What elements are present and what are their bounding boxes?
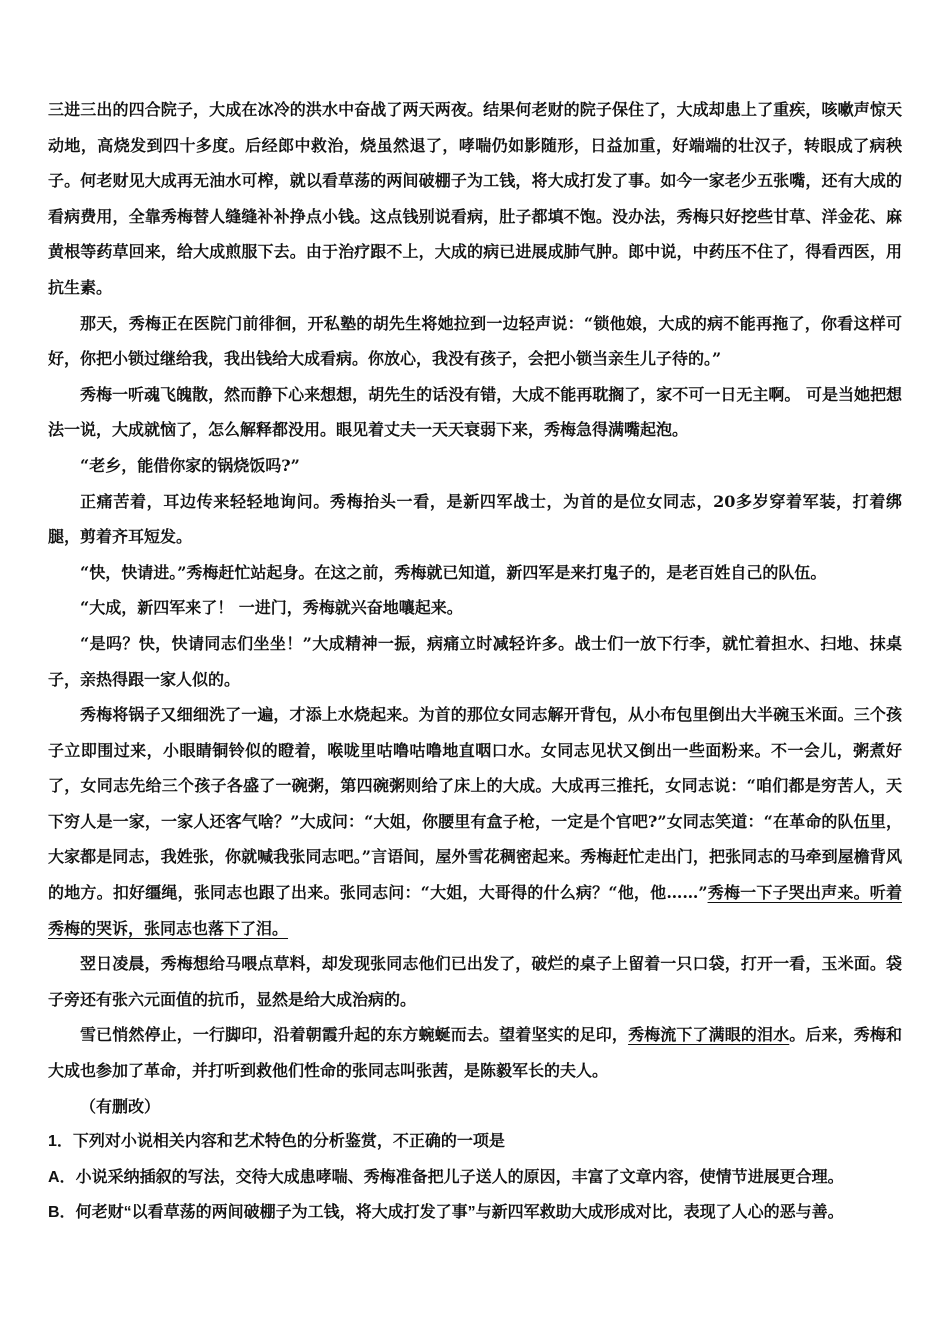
paragraph-3: 秀梅一听魂飞魄散，然而静下心来想想，胡先生的话没有错，大成不能再耽搁了，家不可一日无主啊。 可是当她把想法一说，大成就恼了，怎么解释都没用。眼见着丈夫一天天衰弱下来，秀梅急得满嘴起泡。 — [48, 384, 902, 440]
paragraph-8: “是吗？快，快请同志们坐坐！”大成精神一振，病痛立时减轻许多。战士们一放下行李，就忙着担水、扫地、抹桌子，亲热得跟一家人似的。 — [48, 633, 902, 689]
option-b-text: 何老财“以看草荡的两间破棚子为工钱，将大成打发了事”与新四军救助大成形成对比，表现了人心的恶与善。 — [75, 1204, 844, 1222]
paragraph-5: 正痛苦着，耳边传来轻轻地询问。秀梅抬头一看，是新四军战士，为首的是位女同志，20多岁穿着军装，打着绑腿，剪着齐耳短发。 — [48, 491, 902, 547]
source-note: （有删改） — [80, 1096, 161, 1116]
option-a-text: 小说采纳插叙的写法，交待大成患哮喘、秀梅准备把儿子送人的原因，丰富了文章内容，使情节进展更合理。 — [75, 1168, 844, 1186]
paragraph-2: 那天，秀梅正在医院门前徘徊，开私塾的胡先生将她拉到一边轻声说：“锁他娘，大成的病不能再拖了，你看这样可好，你把小锁过继给我，我出钱给大成看病。你放心，我没有孩子，会把小锁当亲生儿子待的。” — [48, 313, 902, 369]
paragraph-10: 翌日凌晨，秀梅想给马喂点草料，却发现张同志他们已出发了，破烂的桌子上留着一只口袋，打开一看，玉米面。袋子旁还有张六元面值的抗币，显然是给大成治病的。 — [48, 954, 902, 1009]
paragraph-11-text-after: 。后来，秀梅和大成也参加了革命，并打听到救他们性命的张同志叫张茜，是陈毅军长的夫人。 — [48, 1025, 902, 1081]
paragraph-1: 三进三出的四合院子，大成在冰冷的洪水中奋战了两天两夜。结果何老财的院子保住了，大成却患上了重疾，咳嗽声惊天动地，高烧发到四十多度。后经郎中救治，烧虽然退了，哮喘仍如影随形，日益加重，好端端的壮汉子，转眼成了病秧子。何老财见大成再无油水可榨，就以看草荡的两间破棚子为工钱，将大成打发了事。如今一家老少五张嘴，还有大成的看病费用，全靠秀梅替人缝缝补补挣点小钱。这点钱别说看病，肚子都填不饱。没办法，秀梅只好挖些甘草、洋金花、麻黄根等药草回来，给大成煎服下去。由于治疗跟不上，大成的病已进展成肺气肿。郎中说，中药压不住了，得看西医，用抗生素。 — [48, 100, 902, 297]
paragraph-7: “大成，新四军来了！ 一进门，秀梅就兴奋地嚷起来。 — [80, 598, 463, 618]
underlined-sentence-crying: 秀梅一下子哭出声来。听着秀梅的哭诉，张同志也落下了泪。 — [48, 883, 902, 938]
paragraph-11-text-before: 雪已悄然停止，一行脚印，沿着朝霞升起的东方蜿蜒而去。望着坚实的足印， — [80, 1025, 629, 1045]
option-b — [48, 1195, 902, 1231]
question-stem: 1．下列对小说相关内容和艺术特色的分析鉴赏，不正确的一项是 — [48, 1133, 505, 1151]
underlined-phrase-tears: 秀梅流下了满眼的泪水 — [628, 1025, 790, 1045]
option-b-label: B． — [48, 1204, 76, 1222]
paragraph-11 — [48, 1017, 902, 1088]
paragraph-9 — [48, 697, 902, 946]
story-text — [48, 92, 902, 1231]
paragraph-6: “快，快请进。”秀梅赶忙站起身。在这之前，秀梅就已知道，新四军是来打鬼子的，是老百姓自己的队伍。 — [80, 562, 827, 582]
paragraph-4: “老乡，能借你家的锅烧饭吗?” — [80, 455, 300, 475]
option-a — [48, 1160, 902, 1196]
paragraph-9-text: 秀梅将锅子又细细洗了一遍，才添上水烧起来。为首的那位女同志解开背包，从小布包里倒出大半碗玉米面。三个孩子立即围过来，小眼睛铜铃似的瞪着，喉咙里咕噜咕噜地直咽口水。女同志见状又倒出一些面粉来。不一会儿，粥煮好了，女同志先给三个孩子各盛了一碗粥，第四碗粥则给了床上的大成。大成再三推托，女同志说：“咱们都是穷苦人，天下穷人是一家，一家人还客气啥？”大成问：“大姐，你腰里有盒子枪，一定是个官吧?”女同志笑道：“在革命的队伍里，大家都是同志，我姓张，你就喊我张同志吧。”言语间，屋外雪花稠密起来。秀梅赶忙走出门，把张同志的马牵到屋檐背风的地方。扣好缰绳，张同志也跟了出来。张同志问：“大姐，大哥得的什么病？“他，他……” — [48, 705, 902, 903]
option-a-label: A． — [48, 1168, 76, 1186]
